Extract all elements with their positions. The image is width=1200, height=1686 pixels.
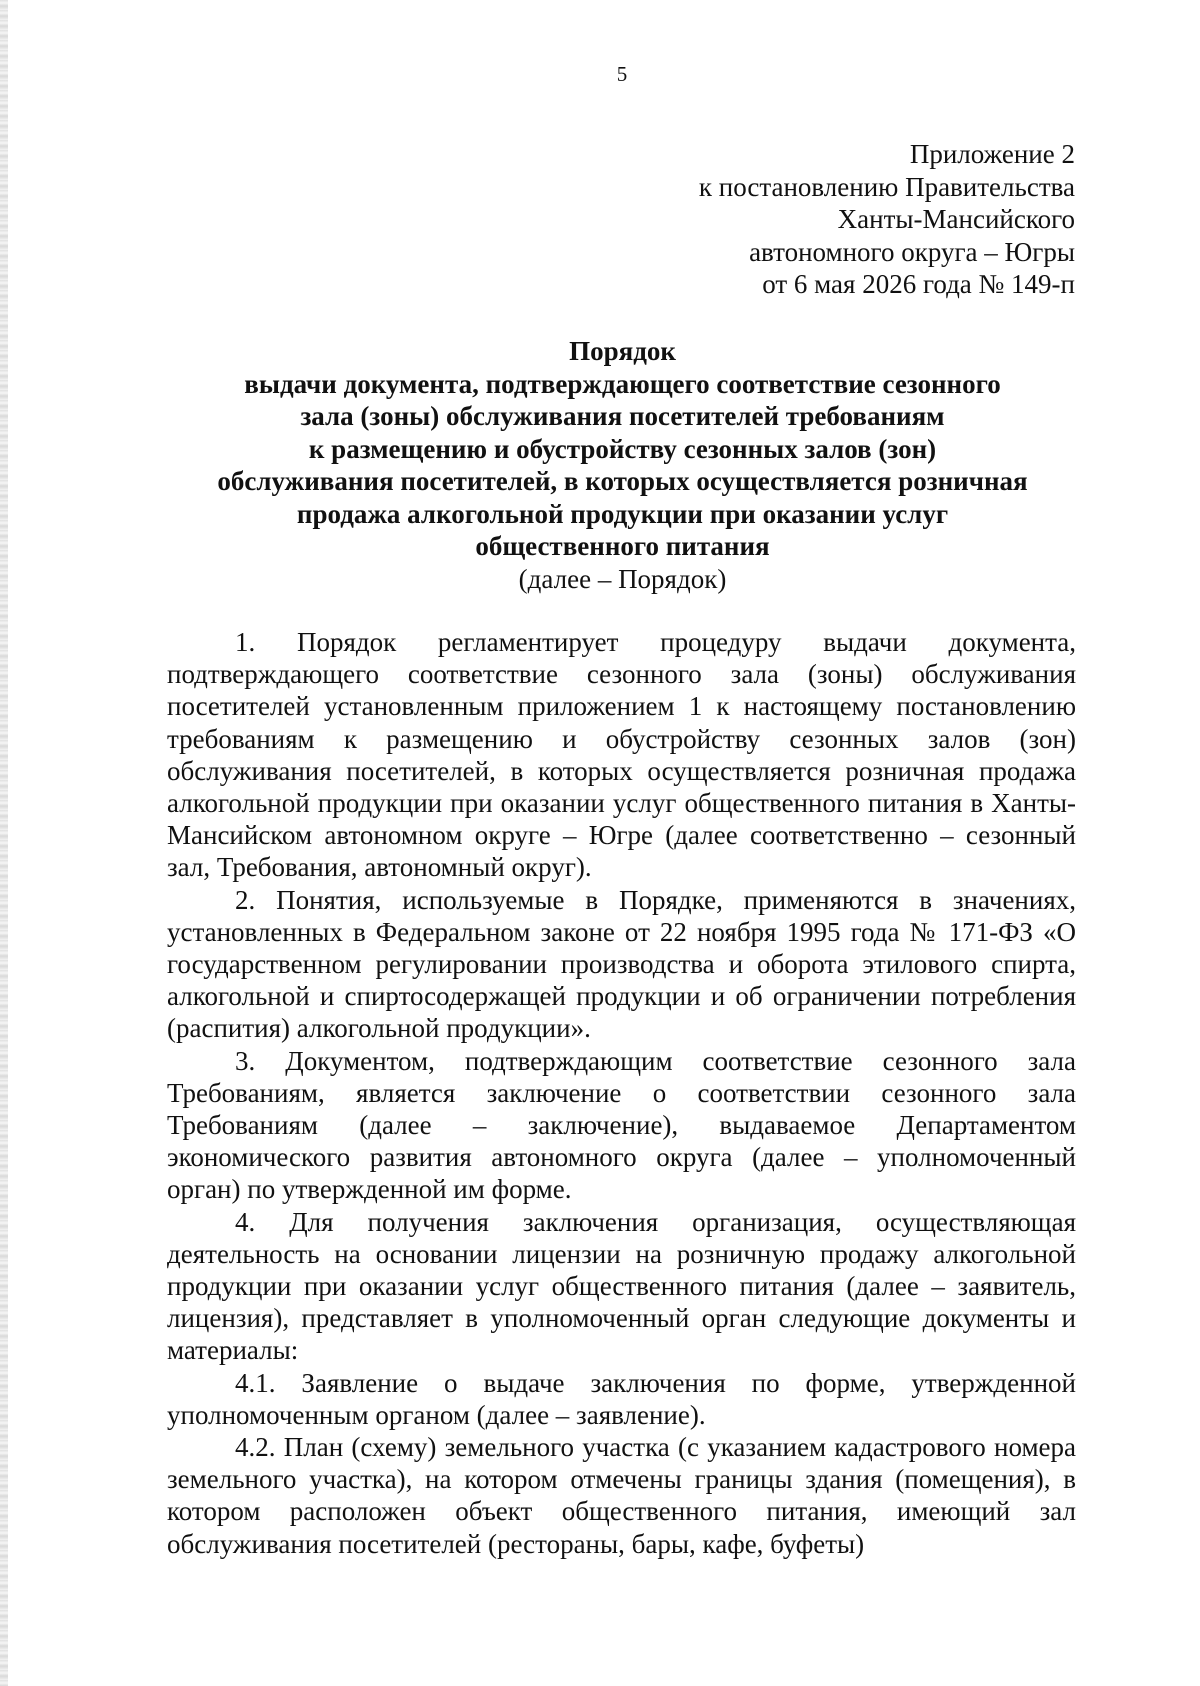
title-line: продажа алкогольной продукции при оказании услуг: [296, 498, 949, 529]
appendix-line: от 6 мая 2026 года № 149-п: [762, 269, 1075, 299]
title-line: общественного питания: [475, 531, 770, 561]
title-subtitle: (далее – Порядок): [518, 563, 727, 594]
appendix-line: к постановлению Правительства: [698, 171, 1075, 202]
title-line: Порядок: [569, 336, 676, 366]
title-line: выдачи документа, подтверждающего соответствие сезонного: [244, 368, 1001, 399]
paragraph: 4. Для получения заключения организация, осуществляющая деятельность на основании лицензии на розничную продажу алкогольной продукции при оказании услуг общественного питания (далее – заявитель, лицензия), представляет в уполномоченный орган следующие документы и материалы:: [167, 1206, 1076, 1366]
document-body: [167, 626, 1076, 1560]
paragraph: 4.1. Заявление о выдаче заключения по форме, утвержденной уполномоченным органом (далее – заявление).: [167, 1367, 1076, 1430]
paragraph: 1. Порядок регламентирует процедуру выдачи документа, подтверждающего соответствие сезонного зала (зоны) обслуживания посетителей установленным приложением 1 к настоящему постановлению требованиям к размещению и обустройству сезонных залов (зон) обслуживания посетителей, в которых осуществляется розничная продажа алкогольной продукции при оказании услуг общественного питания в Ханты-Мансийском автономном округе – Югре (далее соответственно – сезонный зал, Требования, автономный округ).: [167, 627, 1076, 883]
appendix-header: [555, 138, 1075, 301]
appendix-line: автономного округа – Югры: [749, 236, 1075, 267]
appendix-line: Ханты-Мансийского: [837, 204, 1075, 234]
document-title: [160, 335, 1085, 595]
appendix-line: Приложение 2: [909, 139, 1075, 169]
scan-edge: [0, 0, 8, 1686]
paragraph: 2. Понятия, используемые в Порядке, применяются в значениях, установленных в Федеральном законе от 22 ноября 1995 года № 171-ФЗ «О государственном регулировании производства и оборота этилового спирта, алкогольной и спиртосодержащей продукции и об ограничении потребления (распития) алкогольной продукции».: [167, 884, 1076, 1044]
title-line: к размещению и обустройству сезонных залов (зон): [308, 433, 937, 464]
title-line: обслуживания посетителей, в которых осуществляется розничная: [217, 466, 1028, 496]
page-number: 5: [616, 62, 628, 86]
paragraph: 4.2. План (схему) земельного участка (с указанием кадастрового номера земельного участка), на котором отмечены границы здания (помещения), в котором расположен объект общественного питания, имеющий зал обслуживания посетителей (рестораны, бары, кафе, буфеты): [167, 1432, 1076, 1559]
title-line: зала (зоны) обслуживания посетителей требованиям: [300, 401, 945, 431]
paragraph: 3. Документом, подтверждающим соответствие сезонного зала Требованиям, является заключение о соответствии сезонного зала Требованиям (далее – заключение), выдаваемое Департаментом экономического развития автономного округа (далее – уполномоченный орган) по утвержденной им форме.: [167, 1045, 1076, 1205]
